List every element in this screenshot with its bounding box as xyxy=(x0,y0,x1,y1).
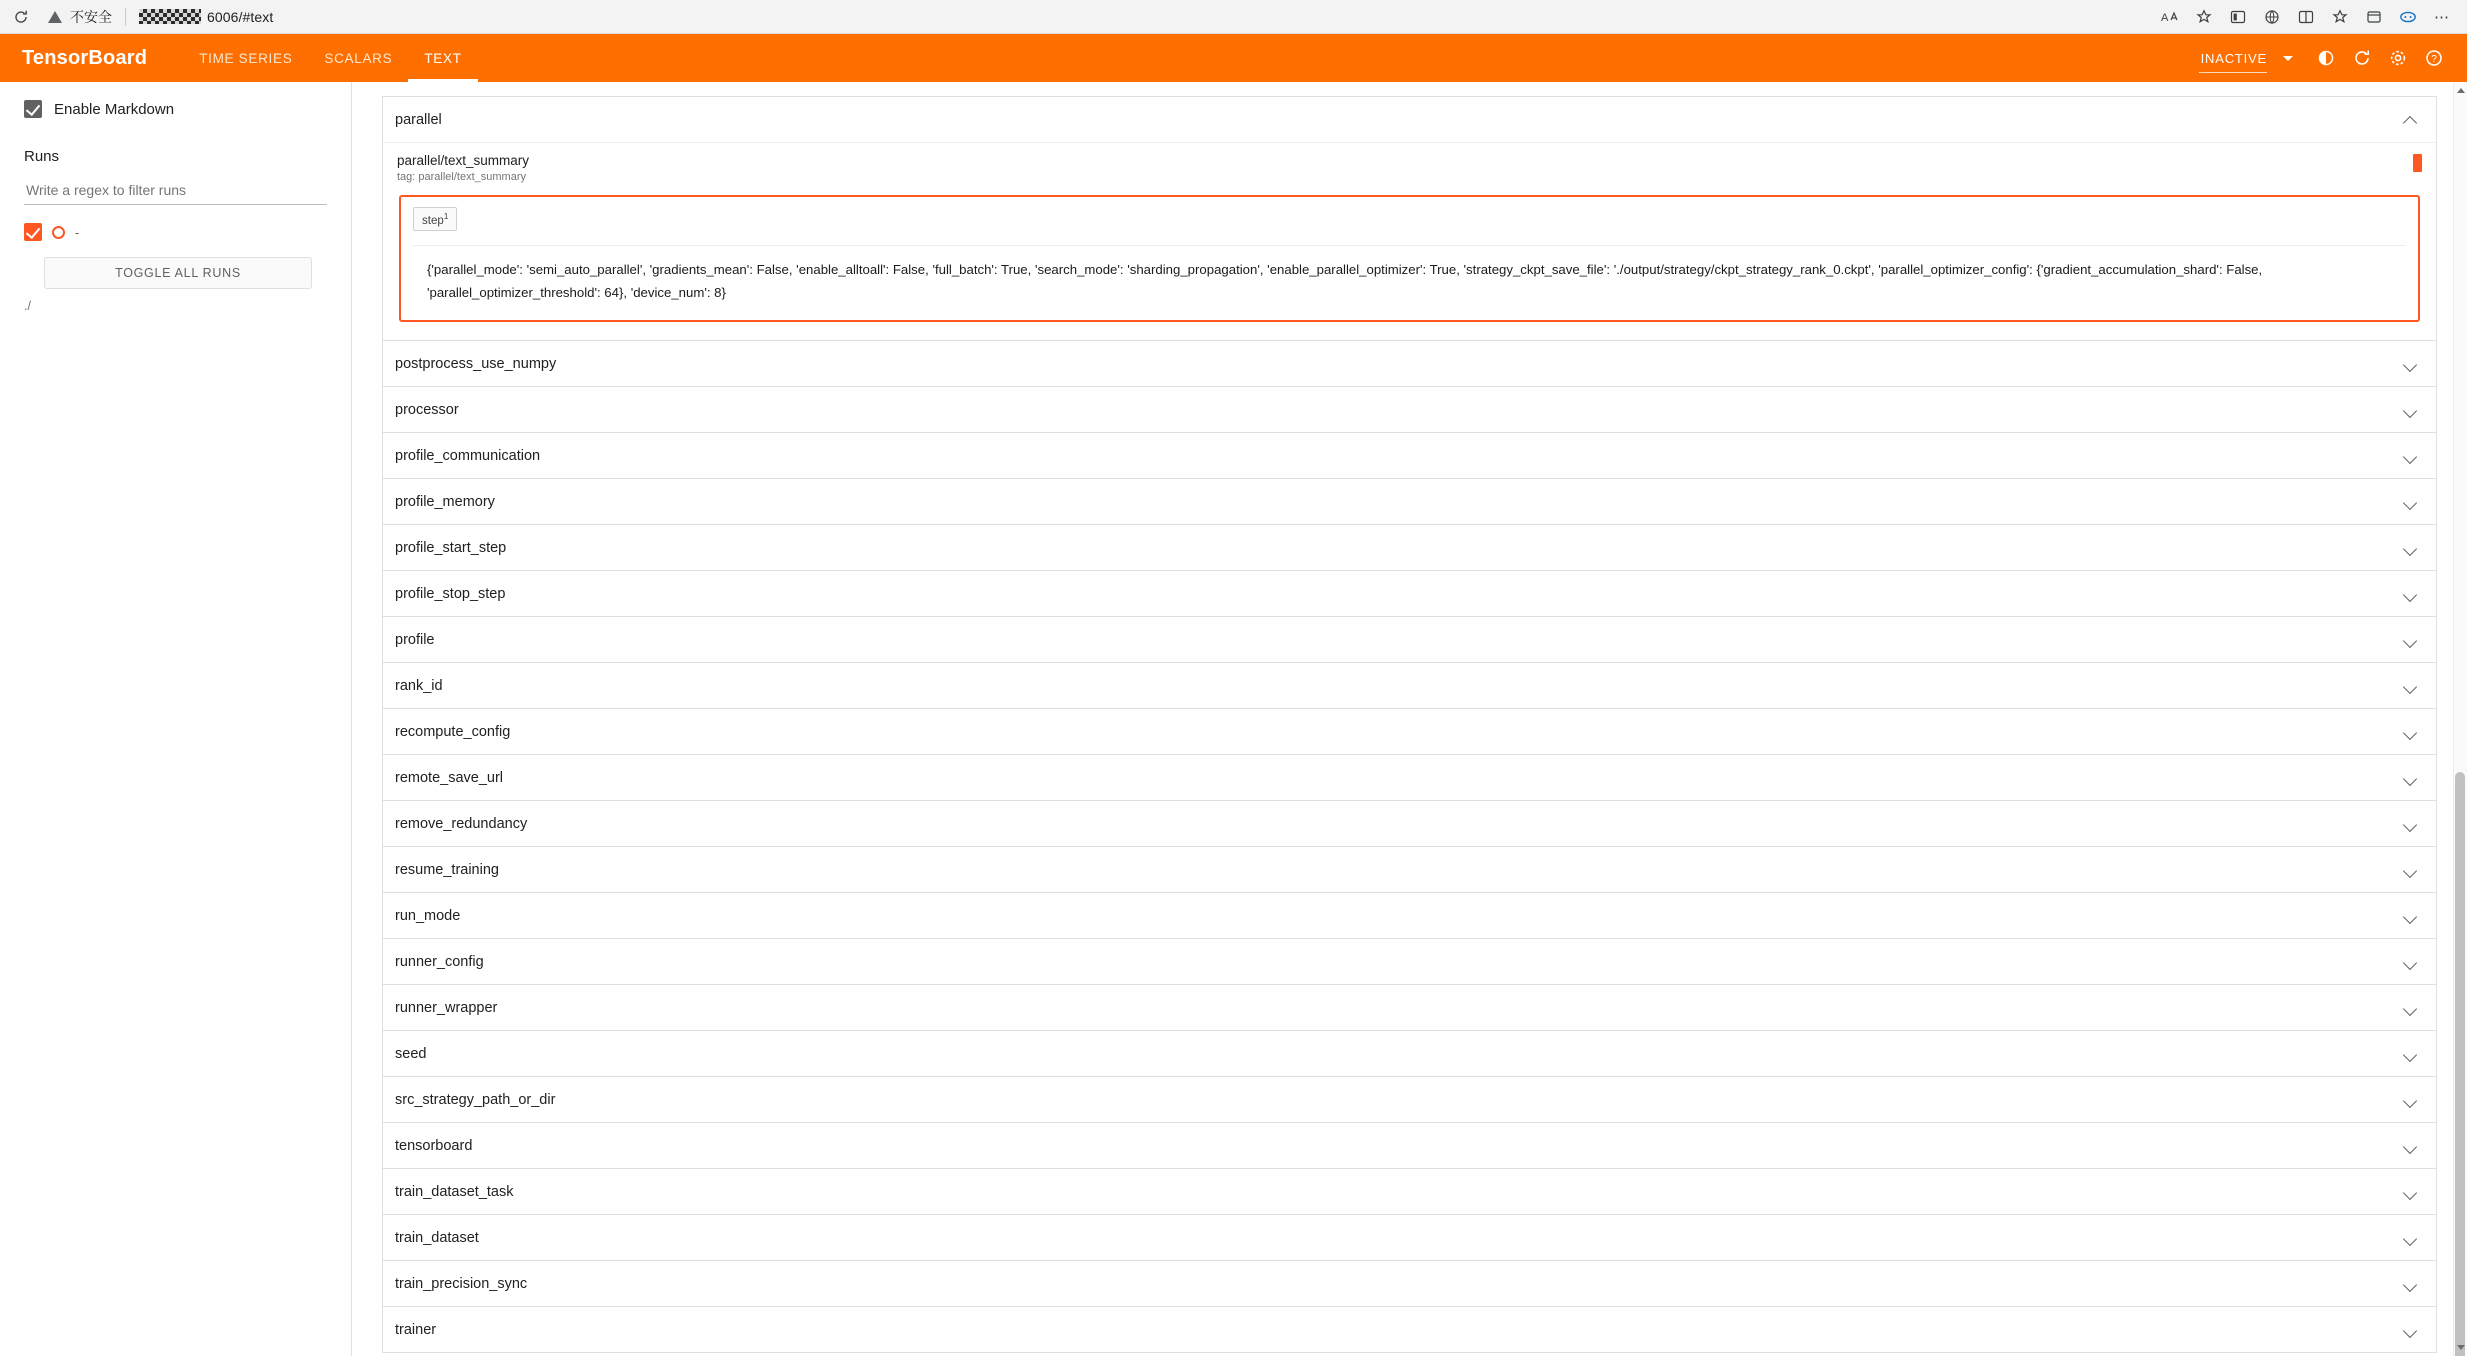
card-title: remove_redundancy xyxy=(395,815,528,832)
card-remote-save-url xyxy=(382,755,2437,801)
runs-heading: Runs xyxy=(24,148,60,165)
run-filter-input[interactable] xyxy=(24,175,327,205)
chevron-down-icon[interactable] xyxy=(2402,1091,2420,1109)
card-runner-wrapper xyxy=(382,985,2437,1031)
redacted-host xyxy=(139,9,201,24)
tensorboard-tabs xyxy=(183,34,477,82)
settings-gear-icon[interactable] xyxy=(2381,41,2415,75)
refresh-icon[interactable] xyxy=(2345,41,2379,75)
tensorboard-header-actions xyxy=(2191,34,2467,82)
scroll-down-arrow-icon[interactable] xyxy=(2457,1345,2465,1350)
security-label: 不安全 xyxy=(70,8,112,25)
address-bar-divider xyxy=(125,8,126,26)
card-title: recompute_config xyxy=(395,723,511,740)
card-title: parallel xyxy=(395,111,442,128)
card-profile-stop-step xyxy=(382,571,2437,617)
card-title: remote_save_url xyxy=(395,769,503,786)
browser-toolbar xyxy=(0,0,2467,34)
card-header[interactable] xyxy=(383,617,2436,662)
chevron-down-icon[interactable] xyxy=(2402,1137,2420,1155)
read-aloud-icon[interactable] xyxy=(2155,4,2185,30)
card-src-strategy-path-or-dir xyxy=(382,1077,2437,1123)
chevron-down-icon[interactable] xyxy=(2402,677,2420,695)
enable-markdown-row[interactable] xyxy=(24,100,327,118)
card-title: profile_communication xyxy=(395,447,541,464)
summary-tag: tag: parallel/text_summary xyxy=(397,171,526,183)
chevron-down-icon[interactable] xyxy=(2402,1321,2420,1339)
card-title: postprocess_use_numpy xyxy=(395,355,557,372)
address-bar[interactable] xyxy=(48,6,273,28)
step-badge xyxy=(413,207,457,231)
card-profile-communication xyxy=(382,433,2437,479)
url-text: 6006/#text xyxy=(207,8,274,25)
run-checkbox-icon[interactable] xyxy=(24,223,42,241)
card-header[interactable] xyxy=(383,663,2436,708)
card-recompute-config xyxy=(382,709,2437,755)
card-header[interactable] xyxy=(383,1307,2436,1352)
browser-toolbar-actions xyxy=(2155,4,2457,30)
page-scrollbar[interactable] xyxy=(2453,82,2467,1356)
browser-essentials-icon[interactable] xyxy=(2257,4,2287,30)
card-header-parallel[interactable] xyxy=(383,97,2436,142)
card-header[interactable] xyxy=(383,985,2436,1030)
text-summary-header xyxy=(397,153,2422,183)
card-title: train_dataset_task xyxy=(395,1183,514,1200)
chevron-down-icon[interactable] xyxy=(2402,1275,2420,1293)
chevron-down-icon[interactable] xyxy=(2402,999,2420,1017)
tab-scalars[interactable]: SCALARS xyxy=(324,50,393,66)
card-title: profile_memory xyxy=(395,493,495,510)
card-header[interactable] xyxy=(383,433,2436,478)
card-title: train_dataset xyxy=(395,1229,479,1246)
text-summary-value: {'parallel_mode': 'semi_auto_parallel', 'gradients_mean': False, 'enable_alltoall': False, 'full_batch': True, 'search_mode': 'sharding_propagation', 'enable_parallel_optimizer': True, 'strategy_ckpt_save_file': './output/strategy/ckpt_strategy_rank_0.ckpt', 'parallel_optimizer_config': {'gradient_accumulation_shard': False, 'parallel_optimizer_threshold': 64}, 'device_num': 8} xyxy=(413,245,2406,306)
card-processor xyxy=(382,387,2437,433)
card-header[interactable] xyxy=(383,341,2436,386)
chevron-down-icon[interactable] xyxy=(2402,493,2420,511)
reload-icon[interactable] xyxy=(10,6,32,28)
card-title: runner_config xyxy=(395,953,484,970)
chevron-down-icon[interactable] xyxy=(2402,815,2420,833)
chevron-down-icon[interactable] xyxy=(2402,1229,2420,1247)
help-icon[interactable] xyxy=(2417,41,2451,75)
card-title: profile_start_step xyxy=(395,539,507,556)
card-header[interactable] xyxy=(383,939,2436,984)
status-badge[interactable] xyxy=(2191,34,2271,82)
card-train-dataset-task xyxy=(382,1169,2437,1215)
card-profile-start-step xyxy=(382,525,2437,571)
tensorboard-header xyxy=(0,34,2467,82)
card-title: src_strategy_path_or_dir xyxy=(395,1091,556,1108)
card-remove-redundancy xyxy=(382,801,2437,847)
card-header[interactable] xyxy=(383,801,2436,846)
card-parallel xyxy=(382,96,2437,341)
card-profile-memory xyxy=(382,479,2437,525)
card-list xyxy=(352,82,2467,1356)
svg-text:A: A xyxy=(2161,11,2169,24)
run-path-label: ./ xyxy=(24,299,31,313)
status-underline xyxy=(2199,72,2267,73)
browser-nav-controls xyxy=(10,6,273,28)
chevron-down-icon[interactable] xyxy=(2402,723,2420,741)
dark-mode-icon[interactable] xyxy=(2309,41,2343,75)
chevron-down-icon[interactable] xyxy=(2402,585,2420,603)
chevron-up-icon[interactable] xyxy=(2402,111,2420,129)
not-secure-warning-icon xyxy=(48,11,62,23)
toggle-all-runs-button[interactable]: TOGGLE ALL RUNS xyxy=(44,257,312,289)
tensorboard-logo: TensorBoard xyxy=(22,46,148,69)
card-title: trainer xyxy=(395,1321,437,1338)
browser-profile-icon[interactable] xyxy=(2359,4,2389,30)
copilot-icon[interactable] xyxy=(2393,4,2423,30)
run-color-circle-icon xyxy=(52,226,65,239)
settings-more-icon[interactable]: ⋯ xyxy=(2434,8,2450,26)
card-header[interactable] xyxy=(383,1215,2436,1260)
card-title: train_precision_sync xyxy=(395,1275,528,1292)
card-header[interactable] xyxy=(383,1031,2436,1076)
card-header[interactable] xyxy=(383,1169,2436,1214)
card-header[interactable] xyxy=(383,479,2436,524)
card-runner-config xyxy=(382,939,2437,985)
card-title: tensorboard xyxy=(395,1137,473,1154)
chevron-down-icon[interactable] xyxy=(2402,1045,2420,1063)
enable-markdown-label: Enable Markdown xyxy=(54,100,175,118)
card-seed xyxy=(382,1031,2437,1077)
run-item-label: - xyxy=(75,224,80,240)
card-tensorboard xyxy=(382,1123,2437,1169)
step-badge-value: 1 xyxy=(443,211,449,221)
card-title: rank_id xyxy=(395,677,443,694)
chevron-down-icon[interactable] xyxy=(2402,769,2420,787)
card-header[interactable] xyxy=(383,1261,2436,1306)
summary-name: parallel/text_summary xyxy=(397,153,530,168)
favorite-star-icon[interactable] xyxy=(2189,4,2219,30)
card-header[interactable] xyxy=(383,387,2436,432)
text-dashboard xyxy=(352,82,2467,1356)
card-header[interactable] xyxy=(383,847,2436,892)
card-header[interactable] xyxy=(383,893,2436,938)
text-content-panel xyxy=(399,195,2420,322)
tab-text[interactable]: TEXT xyxy=(408,34,477,82)
card-title: seed xyxy=(395,1045,427,1062)
chevron-down-icon[interactable] xyxy=(2402,355,2420,373)
card-resume-training xyxy=(382,847,2437,893)
card-title: runner_wrapper xyxy=(395,999,498,1016)
chevron-down-icon[interactable] xyxy=(2402,953,2420,971)
text-summary-block xyxy=(383,142,2436,340)
card-train-dataset xyxy=(382,1215,2437,1261)
checkbox-icon[interactable] xyxy=(24,100,42,118)
collections-icon[interactable] xyxy=(2325,4,2355,30)
card-train-precision-sync xyxy=(382,1261,2437,1307)
chevron-down-icon[interactable] xyxy=(2402,907,2420,925)
split-screen-icon[interactable] xyxy=(2223,4,2253,30)
chevron-down-icon[interactable] xyxy=(2402,1183,2420,1201)
card-title: resume_training xyxy=(395,861,499,878)
card-title: profile xyxy=(395,631,435,648)
card-postprocess-use-numpy xyxy=(382,341,2437,387)
card-header[interactable] xyxy=(383,571,2436,616)
svg-text:?: ? xyxy=(2431,54,2437,66)
card-header[interactable] xyxy=(383,1077,2436,1122)
scroll-up-arrow-icon[interactable] xyxy=(2457,88,2465,93)
split-view-icon[interactable] xyxy=(2291,4,2321,30)
card-title: profile_stop_step xyxy=(395,585,506,602)
run-color-swatch xyxy=(2413,154,2422,172)
chevron-down-icon[interactable] xyxy=(2402,861,2420,879)
chevron-down-icon[interactable] xyxy=(2402,401,2420,419)
sidebar xyxy=(0,82,352,1356)
card-header[interactable] xyxy=(383,755,2436,800)
status-label: INACTIVE xyxy=(2200,50,2267,66)
chevron-down-icon[interactable] xyxy=(2283,56,2293,61)
card-profile xyxy=(382,617,2437,663)
page-scrollbar-thumb[interactable] xyxy=(2455,772,2465,1356)
page-content xyxy=(0,82,2467,1356)
run-list-item[interactable] xyxy=(24,223,327,241)
tab-time-series[interactable]: TIME SERIES xyxy=(199,50,293,66)
card-rank-id xyxy=(382,663,2437,709)
card-header[interactable] xyxy=(383,1123,2436,1168)
card-title: run_mode xyxy=(395,907,461,924)
card-title: processor xyxy=(395,401,459,418)
card-run-mode xyxy=(382,893,2437,939)
chevron-down-icon[interactable] xyxy=(2402,447,2420,465)
card-header[interactable] xyxy=(383,525,2436,570)
card-header[interactable] xyxy=(383,709,2436,754)
chevron-down-icon[interactable] xyxy=(2402,631,2420,649)
card-trainer xyxy=(382,1307,2437,1353)
chevron-down-icon[interactable] xyxy=(2402,539,2420,557)
step-badge-label: step xyxy=(422,214,444,227)
